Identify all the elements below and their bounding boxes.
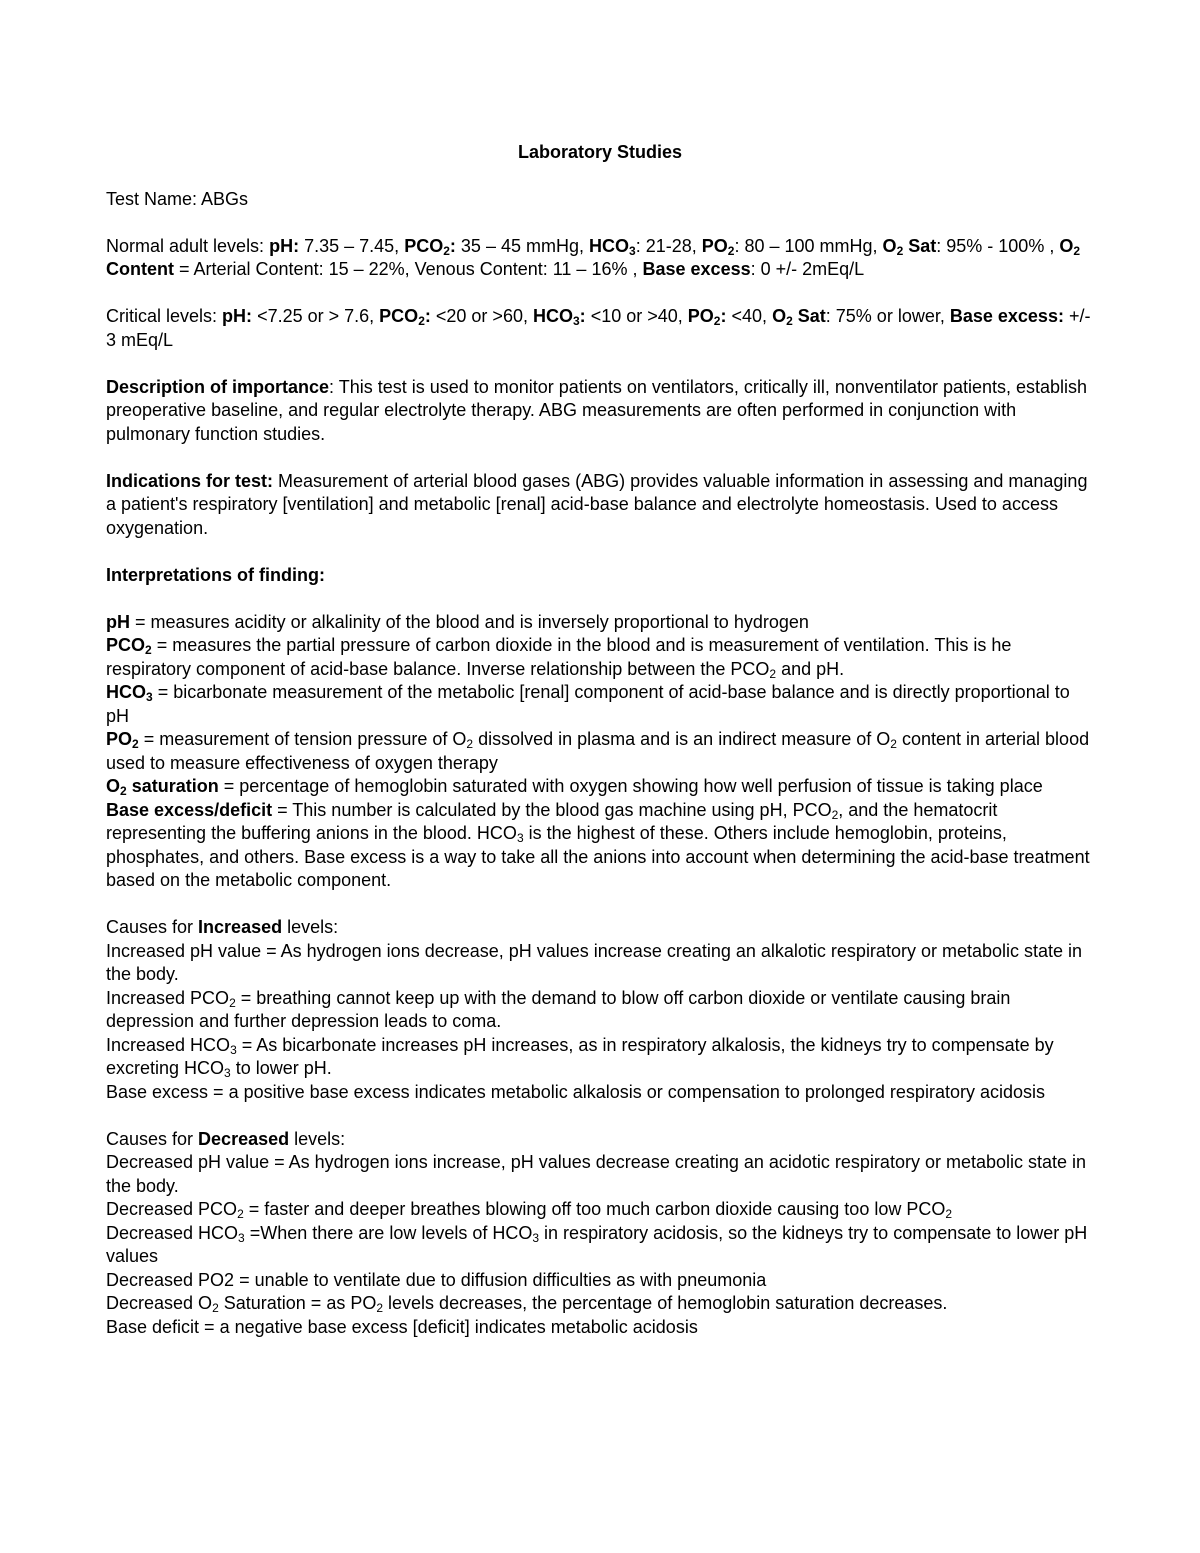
normal-base-value: : 0 +/- 2mEq/L	[750, 259, 865, 279]
critical-pco2-label: $PCO_2$:	[379, 306, 431, 328]
normal-pco2-label: $PCO_2$:	[404, 235, 456, 258]
interp-po2: $PO_2$ = measurement of tension pressure of $O_2$ dissolved in plasma and is an indirect measure of $O_2$ content in arterial blood used to measure effectiveness of oxygen therapy	[106, 729, 1090, 773]
decreased-hco3: Decreased $HCO_3$ =When there are low levels of $HCO_3$ in respiratory acidosis, so the kidneys try to compensate to lower pH values	[106, 1222, 1088, 1266]
document-body	[106, 141, 1094, 1339]
normal-po2-value: : 80 – 100 mmHg,	[734, 235, 878, 256]
normal-o2sat-label: $O_2$ Sat	[882, 235, 937, 258]
normal-pco2-value: 35 – 45 mmHg,	[460, 235, 584, 256]
normal-base-label: Base excess	[642, 259, 751, 279]
test-name-value: ABGs	[201, 188, 249, 209]
normal-ph-value: 7.35 – 7.45,	[304, 235, 400, 256]
description-label: Description of importance	[106, 376, 330, 397]
critical-hco3-label: $HCO_3$:	[532, 306, 586, 328]
interp-o2-saturation: $O_2$ saturation = percentage of hemoglobin saturated with oxygen showing how well perfusion of tissue is taking place	[106, 776, 1043, 798]
critical-levels-label: Critical levels:	[106, 306, 218, 326]
normal-ph-label: pH:	[269, 235, 300, 256]
critical-ph-label: pH:	[222, 306, 253, 326]
interp-pco2: $PCO_2$ = measures the partial pressure of carbon dioxide in the blood and is measurement of ventilation. This is he respiratory component of acid-base balance. Inverse relationship between the $PCO_2$ and pH.	[106, 635, 1012, 681]
critical-po2-label: $PO_2$:	[687, 306, 727, 328]
decreased-heading: Causes for Decreased levels:	[106, 1128, 346, 1149]
normal-o2content-value: = Arterial Content: 15 – 22%, Venous Content: 11 – 16% ,	[179, 259, 638, 279]
normal-hco3-value: : 21-28,	[635, 235, 697, 256]
critical-pco2-value: <20 or >60,	[435, 306, 528, 326]
normal-levels-paragraph	[106, 235, 1094, 282]
normal-po2-label: $PO_2$	[701, 235, 735, 258]
critical-hco3-value: <10 or >40,	[590, 306, 683, 326]
increased-ph: Increased pH value = As hydrogen ions decrease, pH values increase creating an alkalotic respiratory or metabolic state in the body.	[106, 940, 1083, 984]
increased-heading: Causes for Increased levels:	[106, 917, 339, 937]
test-name-label: Test Name:	[106, 188, 198, 209]
critical-o2sat-label: $O_2$ Sat	[772, 306, 826, 328]
increased-base-excess: Base excess = a positive base excess indicates metabolic alkalosis or compensation to prolonged respiratory acidosis	[106, 1081, 1045, 1102]
critical-base-value: +/- 3 mEq/L	[106, 306, 1091, 350]
test-name-line	[106, 188, 1094, 212]
critical-o2sat-value: : 75% or lower,	[825, 306, 945, 326]
increased-causes-section	[106, 916, 1094, 1104]
normal-levels-label: Normal adult levels:	[106, 235, 265, 256]
indications-text: Measurement of arterial blood gases (ABG) provides valuable information in assessing and managing a patient's respiratory [ventilation] and metabolic [renal] acid-base balance and electrolyte homeostasis. Used to access oxygenation.	[106, 470, 1088, 538]
normal-o2content-label: $O_2$ Content	[106, 235, 1081, 279]
increased-pco2: Increased $PCO_2$ = breathing cannot keep up with the demand to blow off carbon dioxide or ventilate causing brain depression and further depression leads to coma.	[106, 987, 1011, 1031]
normal-hco3-label: $HCO_3$	[589, 235, 636, 258]
interp-ph: pH = measures acidity or alkalinity of the blood and is inversely proportional to hydrogen	[106, 611, 809, 632]
description-text: : This test is used to monitor patients on ventilators, critically ill, nonventilator patients, establish preoperative baseline, and regular electrolyte therapy. ABG measurements are often performed in conjunction with pulmonary function studies.	[106, 376, 1088, 444]
critical-ph-value: <7.25 or > 7.6,	[257, 306, 375, 326]
interpretations-list	[106, 611, 1094, 893]
critical-po2-value: <40,	[731, 306, 768, 326]
normal-o2sat-value: : 95% - 100% ,	[936, 235, 1055, 256]
decreased-causes-section	[106, 1128, 1094, 1340]
interp-hco3: $HCO_3$ = bicarbonate measurement of the metabolic [renal] component of acid-base balance and is directly proportional to pH	[106, 682, 1070, 726]
critical-base-label: Base excess:	[949, 306, 1064, 326]
increased-hco3: Increased $HCO_3 = As$ bicarbonate increases pH increases, as in respiratory alkalosis, the kidneys try to compensate by excreting $HCO_3$ to lower pH.	[106, 1034, 1054, 1080]
interpretations-heading: Interpretations of finding:	[106, 564, 325, 585]
decreased-ph: Decreased pH value = As hydrogen ions increase, pH values decrease creating an acidotic respiratory or metabolic state in the body.	[106, 1152, 1087, 1196]
decreased-pco2: Decreased $PCO_2$ = faster and deeper breathes blowing off too much carbon dioxide causing too low $PCO_2$	[106, 1199, 953, 1221]
critical-levels-paragraph	[106, 305, 1094, 352]
interp-base-excess: Base excess/deficit = This number is calculated by the blood gas machine using pH, $PCO_2$, and the hematocrit representing the buffering anions in the blood. $HCO_3$ is the highest of these. Others include hemoglobin, proteins, phosphates, and others. Base excess is a way to take all the anions into account when determining the acid-base treatment based on the metabolic component.	[106, 799, 1090, 890]
decreased-o2-saturation: Decreased $O_2$ Saturation = as $PO_2$ levels decreases, the percentage of hemoglobin saturation decreases.	[106, 1293, 948, 1315]
indications-label: Indications for test:	[106, 470, 274, 491]
indications-paragraph	[106, 470, 1094, 541]
description-paragraph	[106, 376, 1094, 447]
decreased-po2: Decreased PO2 = unable to ventilate due to diffusion difficulties as with pneumonia	[106, 1269, 767, 1290]
page-title: Laboratory Studies	[517, 142, 683, 162]
decreased-base-deficit: Base deficit = a negative base excess [deficit] indicates metabolic acidosis	[106, 1316, 698, 1337]
